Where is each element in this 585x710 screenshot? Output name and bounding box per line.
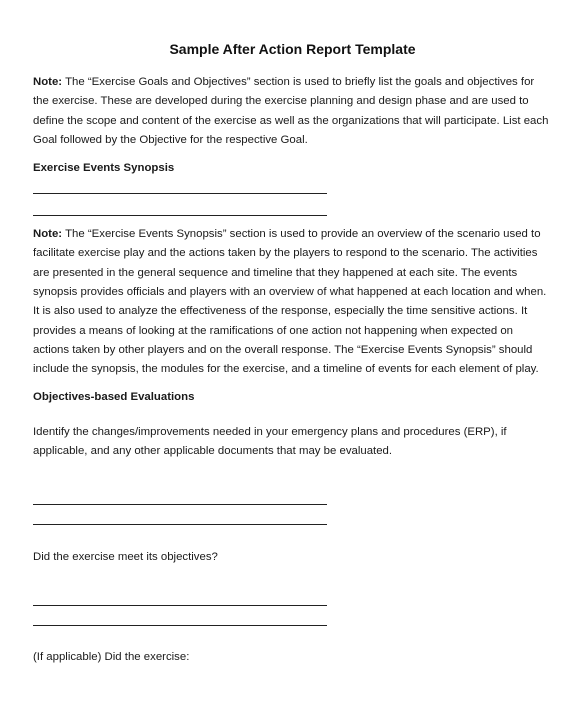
note-label: Note: <box>33 76 63 88</box>
note-label: Note: <box>33 228 63 241</box>
question-applicable: (If applicable) Did the exercise: <box>33 651 190 664</box>
blank-line <box>33 625 327 626</box>
blank-line <box>33 193 327 194</box>
note-goals-text: The “Exercise Goals and Objectives” section is used to briefly list the goals and objectives for the exercise. These are developed during the exercise planning and design phase and are used to define the scope and content of the exercise as well as the organizations that will participate. List each Goal followed by the Objective for the respective Goal. <box>33 76 549 146</box>
note-synopsis-text: The “Exercise Events Synopsis” section is used to provide an overview of the scenario used to facilitate exercise play and the actions taken by the players to respond to the scenario. The activities are presented in the general sequence and timeline that they happened at each site. The events synopsis provides officials and players with an overview of what happened at each location and when. It is also used to analyze the effectiveness of the response, especially the time sensitive actions. It provides a means of looking at the ramifications of one action not happening when expected on actions taken by other players and on the overall response. The “Exercise Events Synopsis” should include the synopsis, the modules for the exercise, and a timeline of events for each element of play. <box>33 228 547 376</box>
blank-line <box>33 215 327 216</box>
blank-line <box>33 524 327 525</box>
blank-line <box>33 605 327 606</box>
note-synopsis-paragraph <box>33 225 552 379</box>
blank-line <box>33 504 327 505</box>
identify-changes-paragraph: Identify the changes/improvements needed in your emergency plans and procedures (ERP), if applicable, and any other applicable documents that may be evaluated. <box>33 425 507 457</box>
heading-events-synopsis: Exercise Events Synopsis <box>33 162 175 175</box>
heading-objectives-evaluations: Objectives-based Evaluations <box>33 390 195 403</box>
note-goals-paragraph <box>33 73 552 150</box>
document-title: Sample After Action Report Template <box>169 41 416 57</box>
question-objectives: Did the exercise meet its objectives? <box>33 551 218 564</box>
